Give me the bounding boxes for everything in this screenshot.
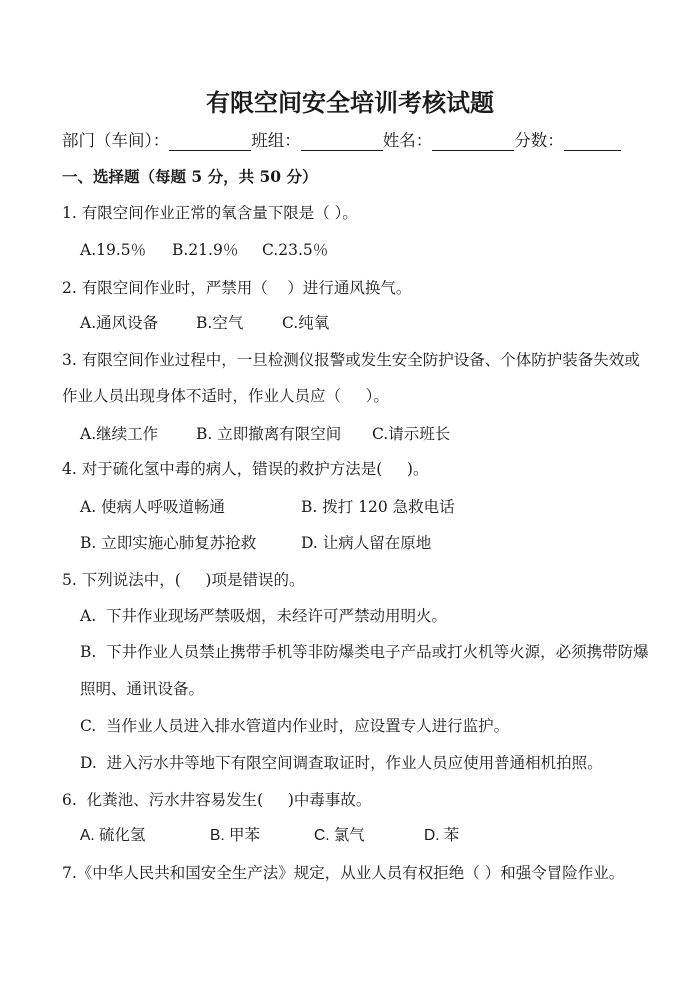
score-label: 分数： [514,131,564,150]
question-5-option-d: D. 进入污水井等地下有限空间调查取证时，作业人员应使用普通相机拍照。 [80,754,603,772]
question-3-option-c: C.请示班长 [372,425,451,443]
question-3-text-line-1: 3. 有限空间作业过程中，一旦检测仪报警或发生安全防护设备、个体防护装备失效或 [62,351,640,369]
question-4-option-d: D. 让病人留在原地 [301,534,432,552]
name-blank [432,133,514,151]
question-6-option-c: C. 氯气 [314,827,365,844]
question-6-option-a: A. 硫化氢 [80,827,146,844]
question-3-text-line-2: 作业人员出现身体不适时，作业人员应（ ）。 [62,387,389,405]
question-4-option-a: A. 使病人呼吸道畅通 [80,498,226,516]
question-5-text: 5. 下列说法中，( )项是错误的。 [62,571,305,589]
score-blank [564,133,621,151]
question-5-option-b-line-1: B. 下井作业人员禁止携带手机等非防爆类电子产品或打火机等火源，必须携带防爆 [80,643,649,661]
question-5-option-c: C. 当作业人员进入排水管道内作业时，应设置专人进行监护。 [80,717,510,735]
question-4-option-c: B. 立即实施心肺复苏抢救 [80,534,257,552]
team-blank [301,133,383,151]
question-4-text: 4. 对于硫化氢中毒的病人，错误的救护方法是( )。 [62,460,429,478]
question-4-option-b: B. 拨打 120 急救电话 [301,498,455,516]
question-6-option-d: D. 苯 [424,827,460,844]
name-label: 姓名： [382,131,433,150]
section-heading: 一、选择题（每题 5 分，共 50 分） [62,167,318,186]
question-3-option-a: A.继续工作 [80,425,159,443]
question-1-text: 1. 有限空间作业正常的氧含量下限是（ ）。 [62,204,358,222]
question-1-option-c: C.23.5％ [262,241,329,259]
question-3-option-b: B. 立即撤离有限空间 [196,425,342,443]
question-5-option-a: A. 下井作业现场严禁吸烟，未经许可严禁动用明火。 [80,607,447,625]
question-6-option-b: B. 甲苯 [210,827,260,844]
question-2-option-a: A.通风设备 [80,314,159,332]
department-label: 部门（车间）： [62,131,170,150]
question-2-option-c: C.纯氧 [282,314,330,332]
exam-title: 有限空间安全培训考核试题 [206,88,494,117]
question-2-text: 2. 有限空间作业时，严禁用（ ）进行通风换气。 [62,279,412,297]
question-1-option-a: A.19.5％ [80,241,147,259]
department-blank [169,133,251,151]
question-5-option-b-line-2: 照明、通讯设备。 [80,680,205,698]
info-fields-row [62,131,621,151]
question-1-option-b: B.21.9％ [172,241,239,259]
question-7-text: 7.《中华人民共和国安全生产法》规定，从业人员有权拒绝（ ）和强令冒险作业。 [62,864,625,882]
team-label: 班组： [251,131,301,150]
question-6-text: 6. 化粪池、污水井容易发生( )中毒事故。 [62,791,372,809]
question-2-option-b: B.空气 [196,314,244,332]
